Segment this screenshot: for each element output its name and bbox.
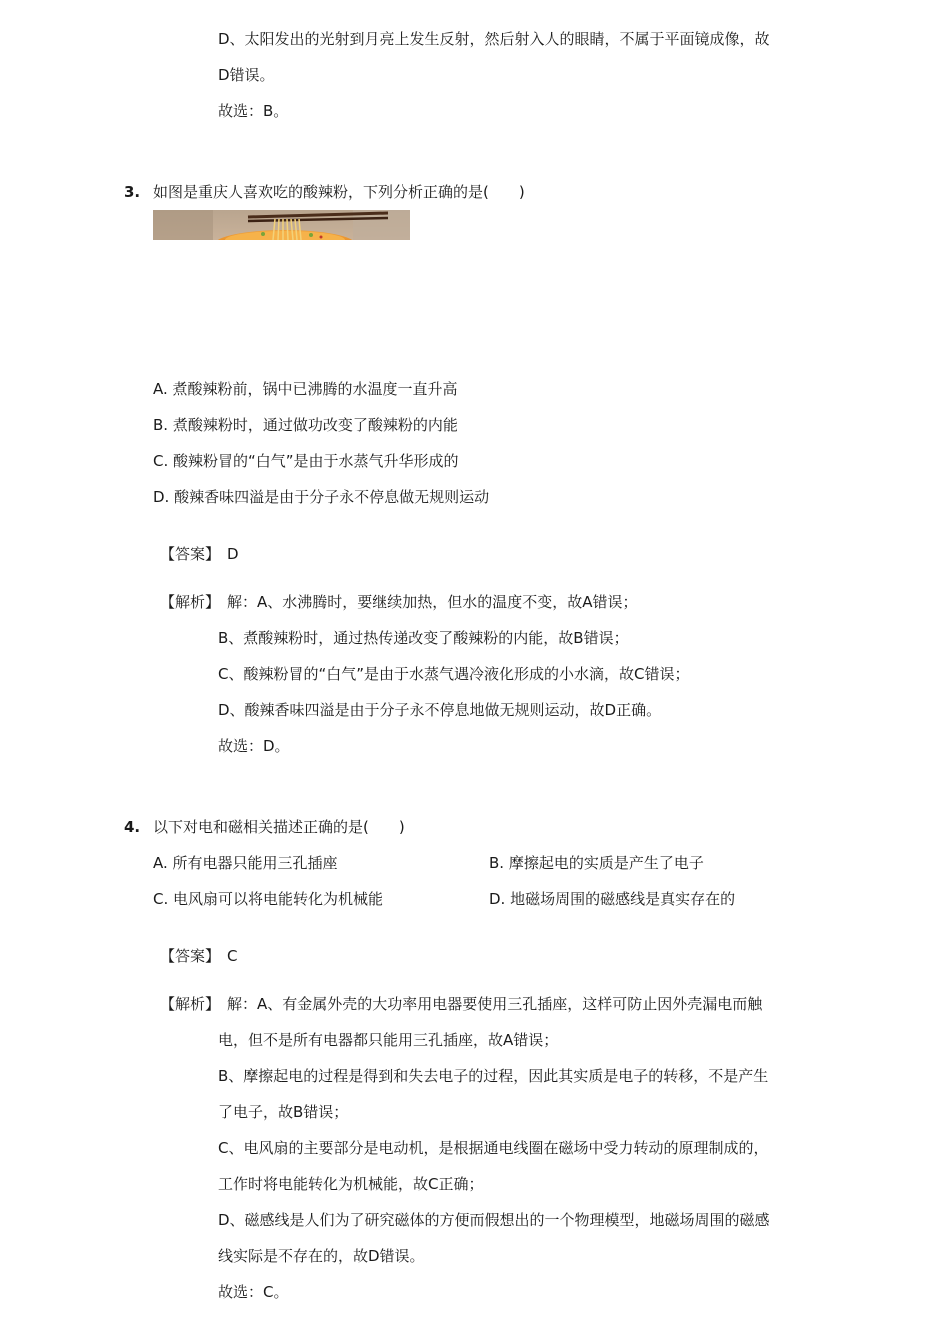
question-3-number: 3. — [124, 183, 141, 201]
question-4-stem: 以下对电和磁相关描述正确的是( ) — [153, 818, 405, 836]
question-3-choose: 故选：D。 — [218, 737, 290, 755]
question-4-analysis-line: C、电风扇的主要部分是电动机，是根据通电线圈在磁场中受力转动的原理制成的， — [218, 1139, 769, 1157]
question-4-option-d: D. 地磁场周围的磁感线是真实存在的 — [489, 890, 736, 908]
question-4-option-c: C. 电风扇可以将电能转化为机械能 — [153, 890, 384, 908]
question-3-analysis-line: B、煮酸辣粉时，通过热传递改变了酸辣粉的内能，故B错误； — [218, 629, 629, 647]
question-4-analysis-line: 线实际是不存在的，故D错误。 — [218, 1247, 425, 1265]
question-4-analysis-line: 工作时将电能转化为机械能，故C正确； — [218, 1175, 484, 1193]
question-4-option-a: A. 所有电器只能用三孔插座 — [153, 854, 338, 872]
question-3-answer-tag: 【答案】 — [160, 545, 221, 563]
question-4-analysis-line: 电，但不是所有电器都只能用三孔插座，故A错误； — [218, 1031, 559, 1049]
question-3-option-a: A. 煮酸辣粉前，锅中已沸腾的水温度一直升高 — [153, 380, 458, 398]
prev-analysis-d-line2: D错误。 — [218, 66, 275, 84]
question-3-analysis-line: 解：A、水沸腾时，要继续加热，但水的温度不变，故A错误； — [227, 593, 638, 611]
question-3-option-b: B. 煮酸辣粉时，通过做功改变了酸辣粉的内能 — [153, 416, 458, 434]
question-4-choose: 故选：C。 — [218, 1283, 289, 1301]
question-4-analysis-line: 了电子，故B错误； — [218, 1103, 349, 1121]
question-3-analysis-line: C、酸辣粉冒的“白气”是由于水蒸气遇冷液化形成的小水滴，故C错误； — [218, 665, 690, 683]
question-3-option-d: D. 酸辣香味四溢是由于分子永不停息做无规则运动 — [153, 488, 490, 506]
question-4-analysis-line: D、磁感线是人们为了研究磁体的方便而假想出的一个物理模型，地磁场周围的磁感 — [218, 1211, 770, 1229]
prev-choose: 故选：B。 — [218, 102, 289, 120]
question-4-analysis-line: B、摩擦起电的过程是得到和失去电子的过程，因此其实质是电子的转移，不是产生 — [218, 1067, 769, 1085]
question-4-analysis-line: 解：A、有金属外壳的大功率用电器要使用三孔插座，这样可防止因外壳漏电而触 — [227, 995, 763, 1013]
question-4-option-b: B. 摩擦起电的实质是产生了电子 — [489, 854, 704, 872]
question-3-stem: 如图是重庆人喜欢吃的酸辣粉，下列分析正确的是( ) — [153, 183, 525, 201]
noodle-photo — [153, 210, 410, 240]
question-4-number: 4. — [124, 818, 141, 836]
question-4-analysis-tag: 【解析】 — [160, 995, 221, 1013]
question-4-answer-tag: 【答案】 — [160, 947, 221, 965]
question-3-analysis-line: D、酸辣香味四溢是由于分子永不停息地做无规则运动，故D正确。 — [218, 701, 662, 719]
question-3-answer: D — [227, 545, 239, 563]
prev-analysis-d-line1: D、太阳发出的光射到月亮上发生反射，然后射入人的眼睛，不属于平面镜成像，故 — [218, 30, 770, 48]
question-3-analysis-tag: 【解析】 — [160, 593, 221, 611]
question-4-answer: C — [227, 947, 238, 965]
question-3-option-c: C. 酸辣粉冒的“白气”是由于水蒸气升华形成的 — [153, 452, 459, 470]
